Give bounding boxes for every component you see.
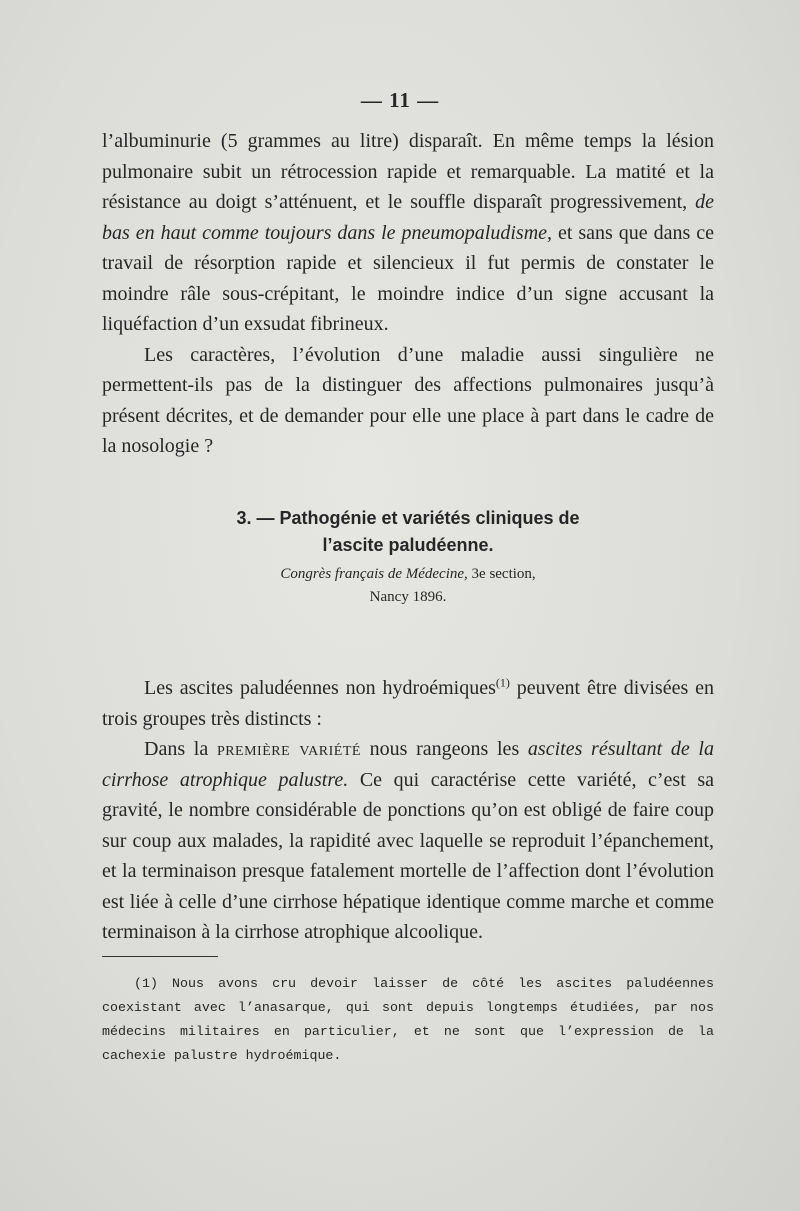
- paragraph-text: peuvent être divisées en trois groupes très distincts :: [102, 677, 714, 730]
- paragraph-ascites-groups: [102, 673, 714, 734]
- footnote: (1) Nous avons cru devoir laisser de côté les ascites paludéennes coexistant avec l’anasarque, qui sont depuis longtemps étudiées, par nos médecins militaires en particulier, et ne sont que l’expression de la cachexie palustre hydroémique.: [102, 976, 714, 1063]
- section-2-continuation: [102, 126, 714, 462]
- source-congress: Congrès français de Médecine,: [280, 566, 468, 582]
- footnote-reference: (1): [495, 675, 510, 690]
- footnote-divider: [102, 956, 218, 957]
- page-number: — 11 —: [360, 88, 440, 112]
- paragraph-first-variety: [102, 734, 714, 948]
- section-heading-line-2: l’ascite paludéenne.: [322, 535, 494, 555]
- paragraph-lung-lesion: [102, 126, 714, 340]
- paragraph-text: Dans la: [144, 738, 217, 760]
- section-heading-line-1: 3. — Pathogénie et variétés cliniques de: [236, 508, 580, 528]
- paragraph-text: Ce qui caractérise cette variété, c’est sa gravité, le nombre considérable de ponctions qu’on est obligé de faire coup sur coup aux malades, la rapidité avec laquelle se reproduit l’épanchement, et la terminaison presque fatalement mortelle de l’affection dont l’évolution est liée à celle d’une cirrhose hépatique identique comme marche et comme terminaison à la cirrhose atrophique alcoolique.: [102, 768, 714, 943]
- paragraph-text: Les ascites paludéennes non hydroémiques: [144, 677, 496, 699]
- emphasis-text: ascites résultant de la cirrhose atrophique palustre.: [102, 738, 714, 791]
- smallcaps-text: première variété: [216, 738, 361, 760]
- section-source: [102, 563, 714, 609]
- source-place: Nancy 1896.: [369, 589, 447, 605]
- paragraph-text: et sans que dans ce travail de résorption rapide et silencieux il fut permis de constater le moindre râle sous-crépitant, le moindre indice d’un signe accusant la liquéfaction d’un exsudat fibrineux.: [102, 221, 715, 335]
- emphasis-text: de bas en haut comme toujours dans le pneumopaludisme,: [102, 191, 714, 244]
- source-section: 3e section,: [467, 566, 536, 582]
- paragraph-text: l’albuminurie (5 grammes au litre) disparaît. En même temps la lésion pulmonaire subit un rétrocession rapide et remarquable. La matité et la résistance au doigt s’atténuent, et le souffle disparaît progressivement,: [102, 130, 714, 213]
- section-3-body: [102, 673, 714, 948]
- section-heading: [102, 505, 714, 559]
- paragraph-text: nous rangeons les: [360, 738, 528, 760]
- paragraph-nosology: Les caractères, l’évolution d’une maladie aussi singulière ne permettent-ils pas de la distinguer des affections pulmonaires jusqu’à présent décrites, et de demander pour elle une place à part dans le cadre de la nosologie ?: [102, 343, 714, 457]
